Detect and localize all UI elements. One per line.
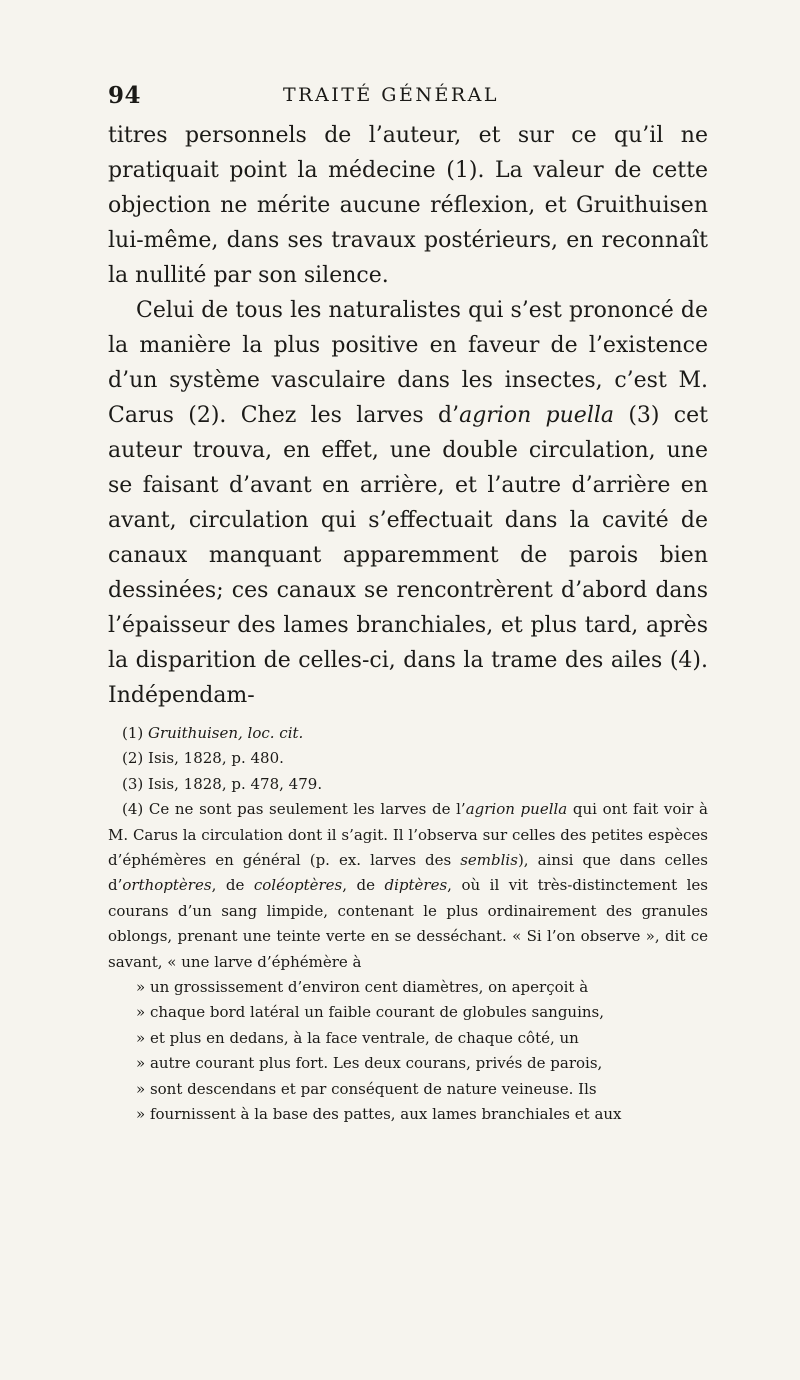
book-page	[108, 82, 708, 1128]
footnote-4-part-c: qui ont fait voir à M. Carus la circulation dont il s’agit. Il l’observa sur celles des petites espèces d’éphémères en général (p. ex. larves des	[108, 800, 708, 870]
footnote-4-part-a: (4) Ce ne sont pas seulement les larves de l’	[122, 800, 466, 819]
quote-line-6: » fournissent à la base des pattes, aux lames branchiales et aux	[136, 1105, 622, 1124]
paragraph-1: titres personnels de l’auteur, et sur ce qu’il ne pratiquait point la médecine (1). La valeur de cette objection ne mérite aucune réflexion, et Gruithuisen lui-même, dans ses travaux postérieurs, en reconnaît la nullité par son silence.	[108, 123, 708, 288]
footnote-4-part-g: , de	[211, 876, 254, 895]
footnote-4-orthopteres: orthoptères	[122, 876, 212, 895]
main-text	[108, 118, 708, 713]
footnote-4-dipteres: diptères	[384, 876, 448, 895]
footnote-4-part-i: , de	[342, 876, 385, 895]
species-name: agrion puella	[459, 403, 615, 428]
footnote-2: (2) Isis, 1828, p. 480.	[122, 749, 284, 768]
footnote-4-part-k: , où il vit très-distinctement les courans d’un sang limpide, contenant le plus ordinairement des granules oblongs, prenant une teinte verte en se desséchant. « Si l’on observe », dit ce savant, « une larve d’éphémère à	[108, 876, 708, 971]
footnotes	[108, 721, 708, 1128]
footnote-4-species: agrion puella	[465, 800, 568, 819]
footnote-1-text: Gruithuisen, loc. cit.	[148, 724, 304, 742]
quote-line-2: » chaque bord latéral un faible courant de globules sanguins,	[136, 1003, 605, 1022]
footnote-4	[108, 797, 708, 1127]
quote-line-1: » un grossissement d’environ cent diamètres, on aperçoit à	[136, 978, 589, 997]
running-head	[108, 82, 708, 112]
paragraph-2-part-a: Celui de tous les naturalistes qui s’est prononcé de la manière la plus positive en faveur de l’existence d’un système vasculaire dans les insectes, c’est M. Carus (2). Chez les larves d’	[108, 298, 708, 428]
paragraph-2-part-c: (3) cet auteur trouva, en effet, une double circulation, une se faisant d’avant en arrière, et l’autre d’arrière en avant, circulation qui s’effectuait dans la cavité de canaux manquant apparemment de parois bien dessinées; ces canaux se rencontrèrent d’abord dans l’épaisseur des lames branchiales, et plus tard, après la disparition de celles-ci, dans la trame des ailes (4). Indépendam-	[108, 403, 708, 708]
footnote-1-number: (1)	[122, 724, 149, 742]
footnote-4-coleopteres: coléoptères	[253, 876, 343, 895]
quote-line-5: » sont descendans et par conséquent de nature veineuse. Ils	[136, 1079, 597, 1098]
quote-line-4: » autre courant plus fort. Les deux courans, privés de parois,	[136, 1054, 603, 1073]
footnote-4-semblis: semblis	[460, 851, 518, 870]
footnote-4-part-e: ), ainsi que dans celles d’	[108, 851, 708, 895]
quote-line-3: » et plus en dedans, à la face ventrale, de chaque côté, un	[136, 1028, 579, 1047]
footnote-3: (3) Isis, 1828, p. 478, 479.	[122, 774, 323, 793]
running-title: TRAITÉ GÉNÉRAL	[283, 84, 499, 106]
paragraph-2	[108, 293, 708, 713]
footnote-1	[108, 721, 708, 746]
page-number: 94	[108, 82, 142, 109]
